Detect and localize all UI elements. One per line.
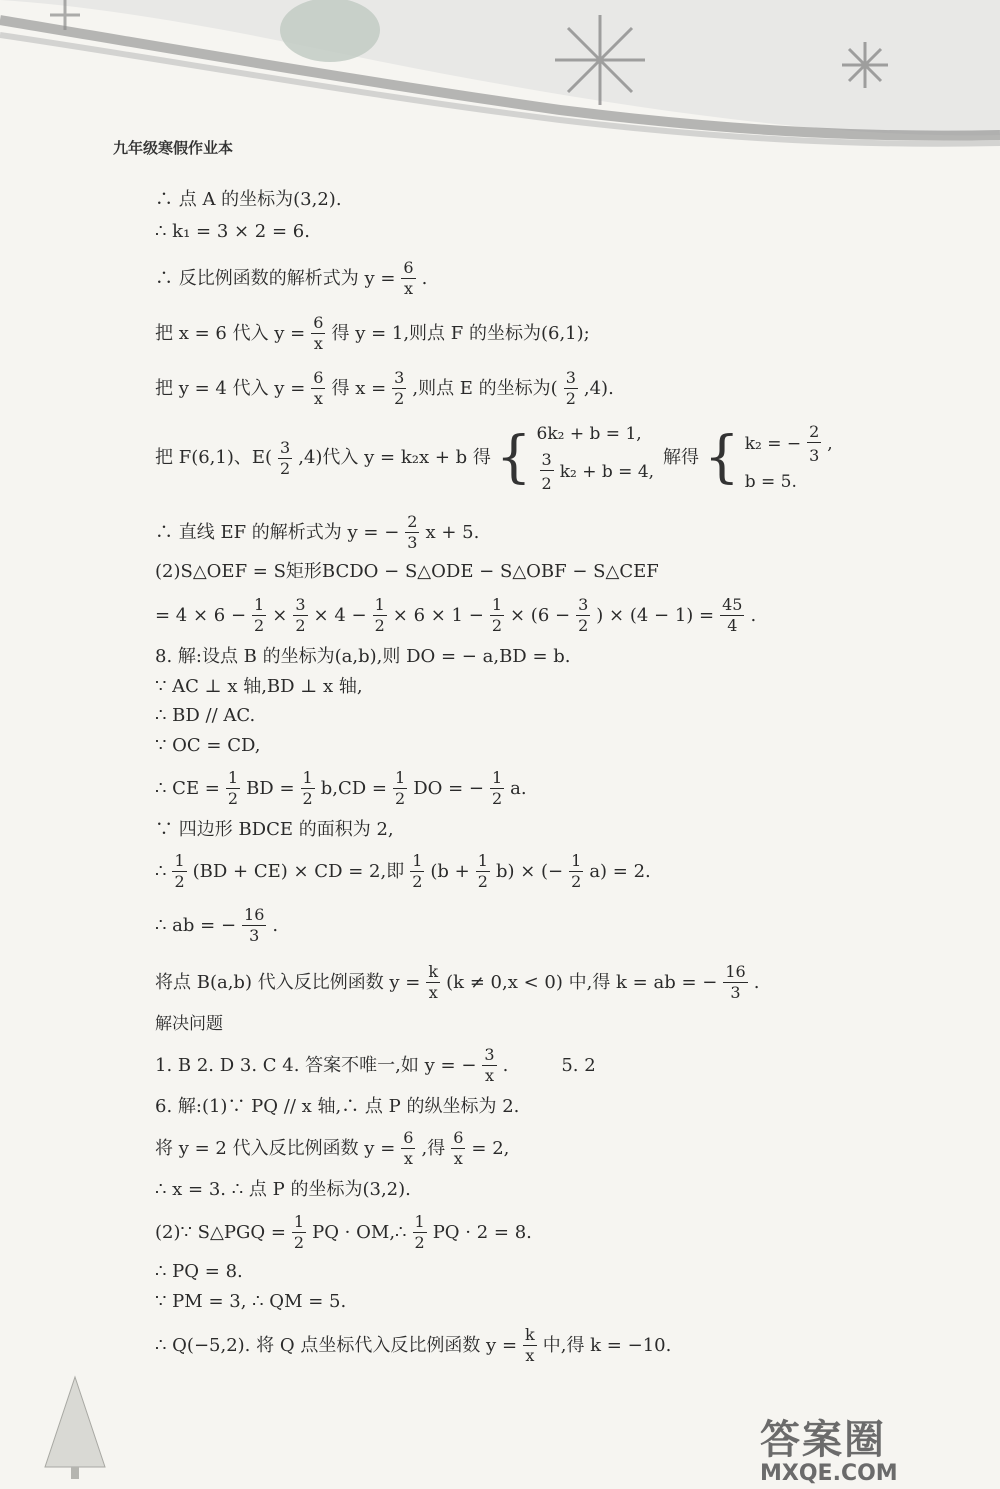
fraction: $\frac{6}{x}$ bbox=[313, 313, 324, 353]
line-18: 将点 B(a,b) 代入反比例函数 y = $\frac{k}{x}$ (k ≠ 0,x < 0) 中,得 k = ab = − $\frac{16}{3}$ . bbox=[155, 962, 760, 1002]
line-1: ∴ 点 A 的坐标为(3,2). bbox=[155, 189, 342, 210]
line-17: ∴ ab = − $\frac{16}{3}$ . bbox=[155, 905, 279, 945]
line-9: = 4 × 6 − $\frac{1}{2}$ × $\frac{3}{2}$ × 4 − $\frac{1}{2}$ × 6 × 1 − $\frac{1}{2}$ × (6 − $\frac{3}{2}$ ) × (4 − 1) = $\frac{45}{4}$ . bbox=[155, 595, 757, 635]
line-19: 1. B 2. D 3. C 4. 答案不唯一,如 y = − $\frac{3}{x}$ . 5. 2 bbox=[155, 1045, 596, 1085]
line-13: ∵ OC = CD, bbox=[155, 735, 261, 756]
line-10: 8. 解:设点 B 的坐标为(a,b),则 DO = − a,BD = b. bbox=[155, 646, 571, 667]
fraction: $\frac{3}{2}$ bbox=[394, 368, 405, 408]
page-header-title: 九年级寒假作业本 bbox=[113, 139, 234, 157]
line-24: ∴ PQ = 8. bbox=[155, 1261, 243, 1282]
fraction: $\frac{6}{x}$ bbox=[403, 258, 414, 298]
line-21: 将 y = 2 代入反比例函数 y = $\frac{6}{x}$ ,得 $\frac{6}{x}$ = 2, bbox=[155, 1128, 510, 1168]
line-14: ∴ CE = $\frac{1}{2}$ BD = $\frac{1}{2}$ b,CD = $\frac{1}{2}$ DO = − $\frac{1}{2}$ a. bbox=[155, 768, 527, 808]
watermark-url: MXQE.COM bbox=[760, 1461, 898, 1486]
line-5: 把 y = 4 代入 y = $\frac{6}{x}$ 得 x = $\frac{3}{2}$ ,则点 E 的坐标为( $\frac{3}{2}$ ,4). bbox=[155, 368, 614, 408]
line-20: 6. 解:(1)∵ PQ // x 轴,∴ 点 P 的纵坐标为 2. bbox=[155, 1096, 520, 1117]
line-4: 把 x = 6 代入 y = $\frac{6}{x}$ 得 y = 1,则点 F 的坐标为(6,1); bbox=[155, 313, 590, 353]
line-8: (2)S△OEF = S矩形BCDO − S△ODE − S△OBF − S△CEF bbox=[155, 561, 659, 582]
fraction: $\frac{3}{2}$ bbox=[280, 437, 291, 478]
line-6: 把 F(6,1)、E( $\frac{3}{2}$ ,4)代入 y = k₂x + b 得 { 6k₂ + b = 1, $\frac{3}{2}$ k₂ + b = 4, 解得 { k₂ = − $\frac{2}{3}$ , b = 5. bbox=[155, 422, 833, 493]
line-15: ∵ 四边形 BDCE 的面积为 2, bbox=[155, 819, 394, 840]
watermark bbox=[760, 1408, 898, 1486]
fraction: $\frac{6}{x}$ bbox=[313, 368, 324, 408]
solution-system: k₂ = − $\frac{2}{3}$ , b = 5. bbox=[744, 422, 833, 492]
watermark-brand: 答案圈 bbox=[760, 1417, 886, 1463]
line-11: ∵ AC ⊥ x 轴,BD ⊥ x 轴, bbox=[155, 676, 363, 697]
fraction: $\frac{3}{2}$ bbox=[565, 368, 576, 408]
equation-system: 6k₂ + b = 1, $\frac{3}{2}$ k₂ + b = 4, bbox=[536, 424, 655, 493]
tree-decoration-icon bbox=[40, 1372, 110, 1482]
line-25: ∵ PM = 3, ∴ QM = 5. bbox=[155, 1291, 347, 1312]
line-7: ∴ 直线 EF 的解析式为 y = − $\frac{2}{3}$ x + 5. bbox=[155, 512, 480, 552]
line-26: ∴ Q(−5,2). 将 Q 点坐标代入反比例函数 y = $\frac{k}{x}$ 中,得 k = −10. bbox=[155, 1325, 672, 1365]
section-title: 解决问题 bbox=[155, 1014, 223, 1034]
line-3: ∴ 反比例函数的解析式为 y = $\frac{6}{x}$ . bbox=[155, 258, 428, 298]
line-22: ∴ x = 3. ∴ 点 P 的坐标为(3,2). bbox=[155, 1179, 411, 1200]
line-12: ∴ BD // AC. bbox=[155, 705, 256, 726]
line-2: ∴ k₁ = 3 × 2 = 6. bbox=[155, 221, 310, 242]
line-16: ∴ $\frac{1}{2}$ (BD + CE) × CD = 2,即 $\frac{1}{2}$ (b + $\frac{1}{2}$ b) × (− $\frac{1}{2}$ a) = 2. bbox=[155, 851, 651, 891]
line-23: (2)∵ S△PGQ = $\frac{1}{2}$ PQ · OM,∴ $\frac{1}{2}$ PQ · 2 = 8. bbox=[155, 1212, 532, 1252]
fraction: $\frac{2}{3}$ bbox=[407, 512, 418, 552]
